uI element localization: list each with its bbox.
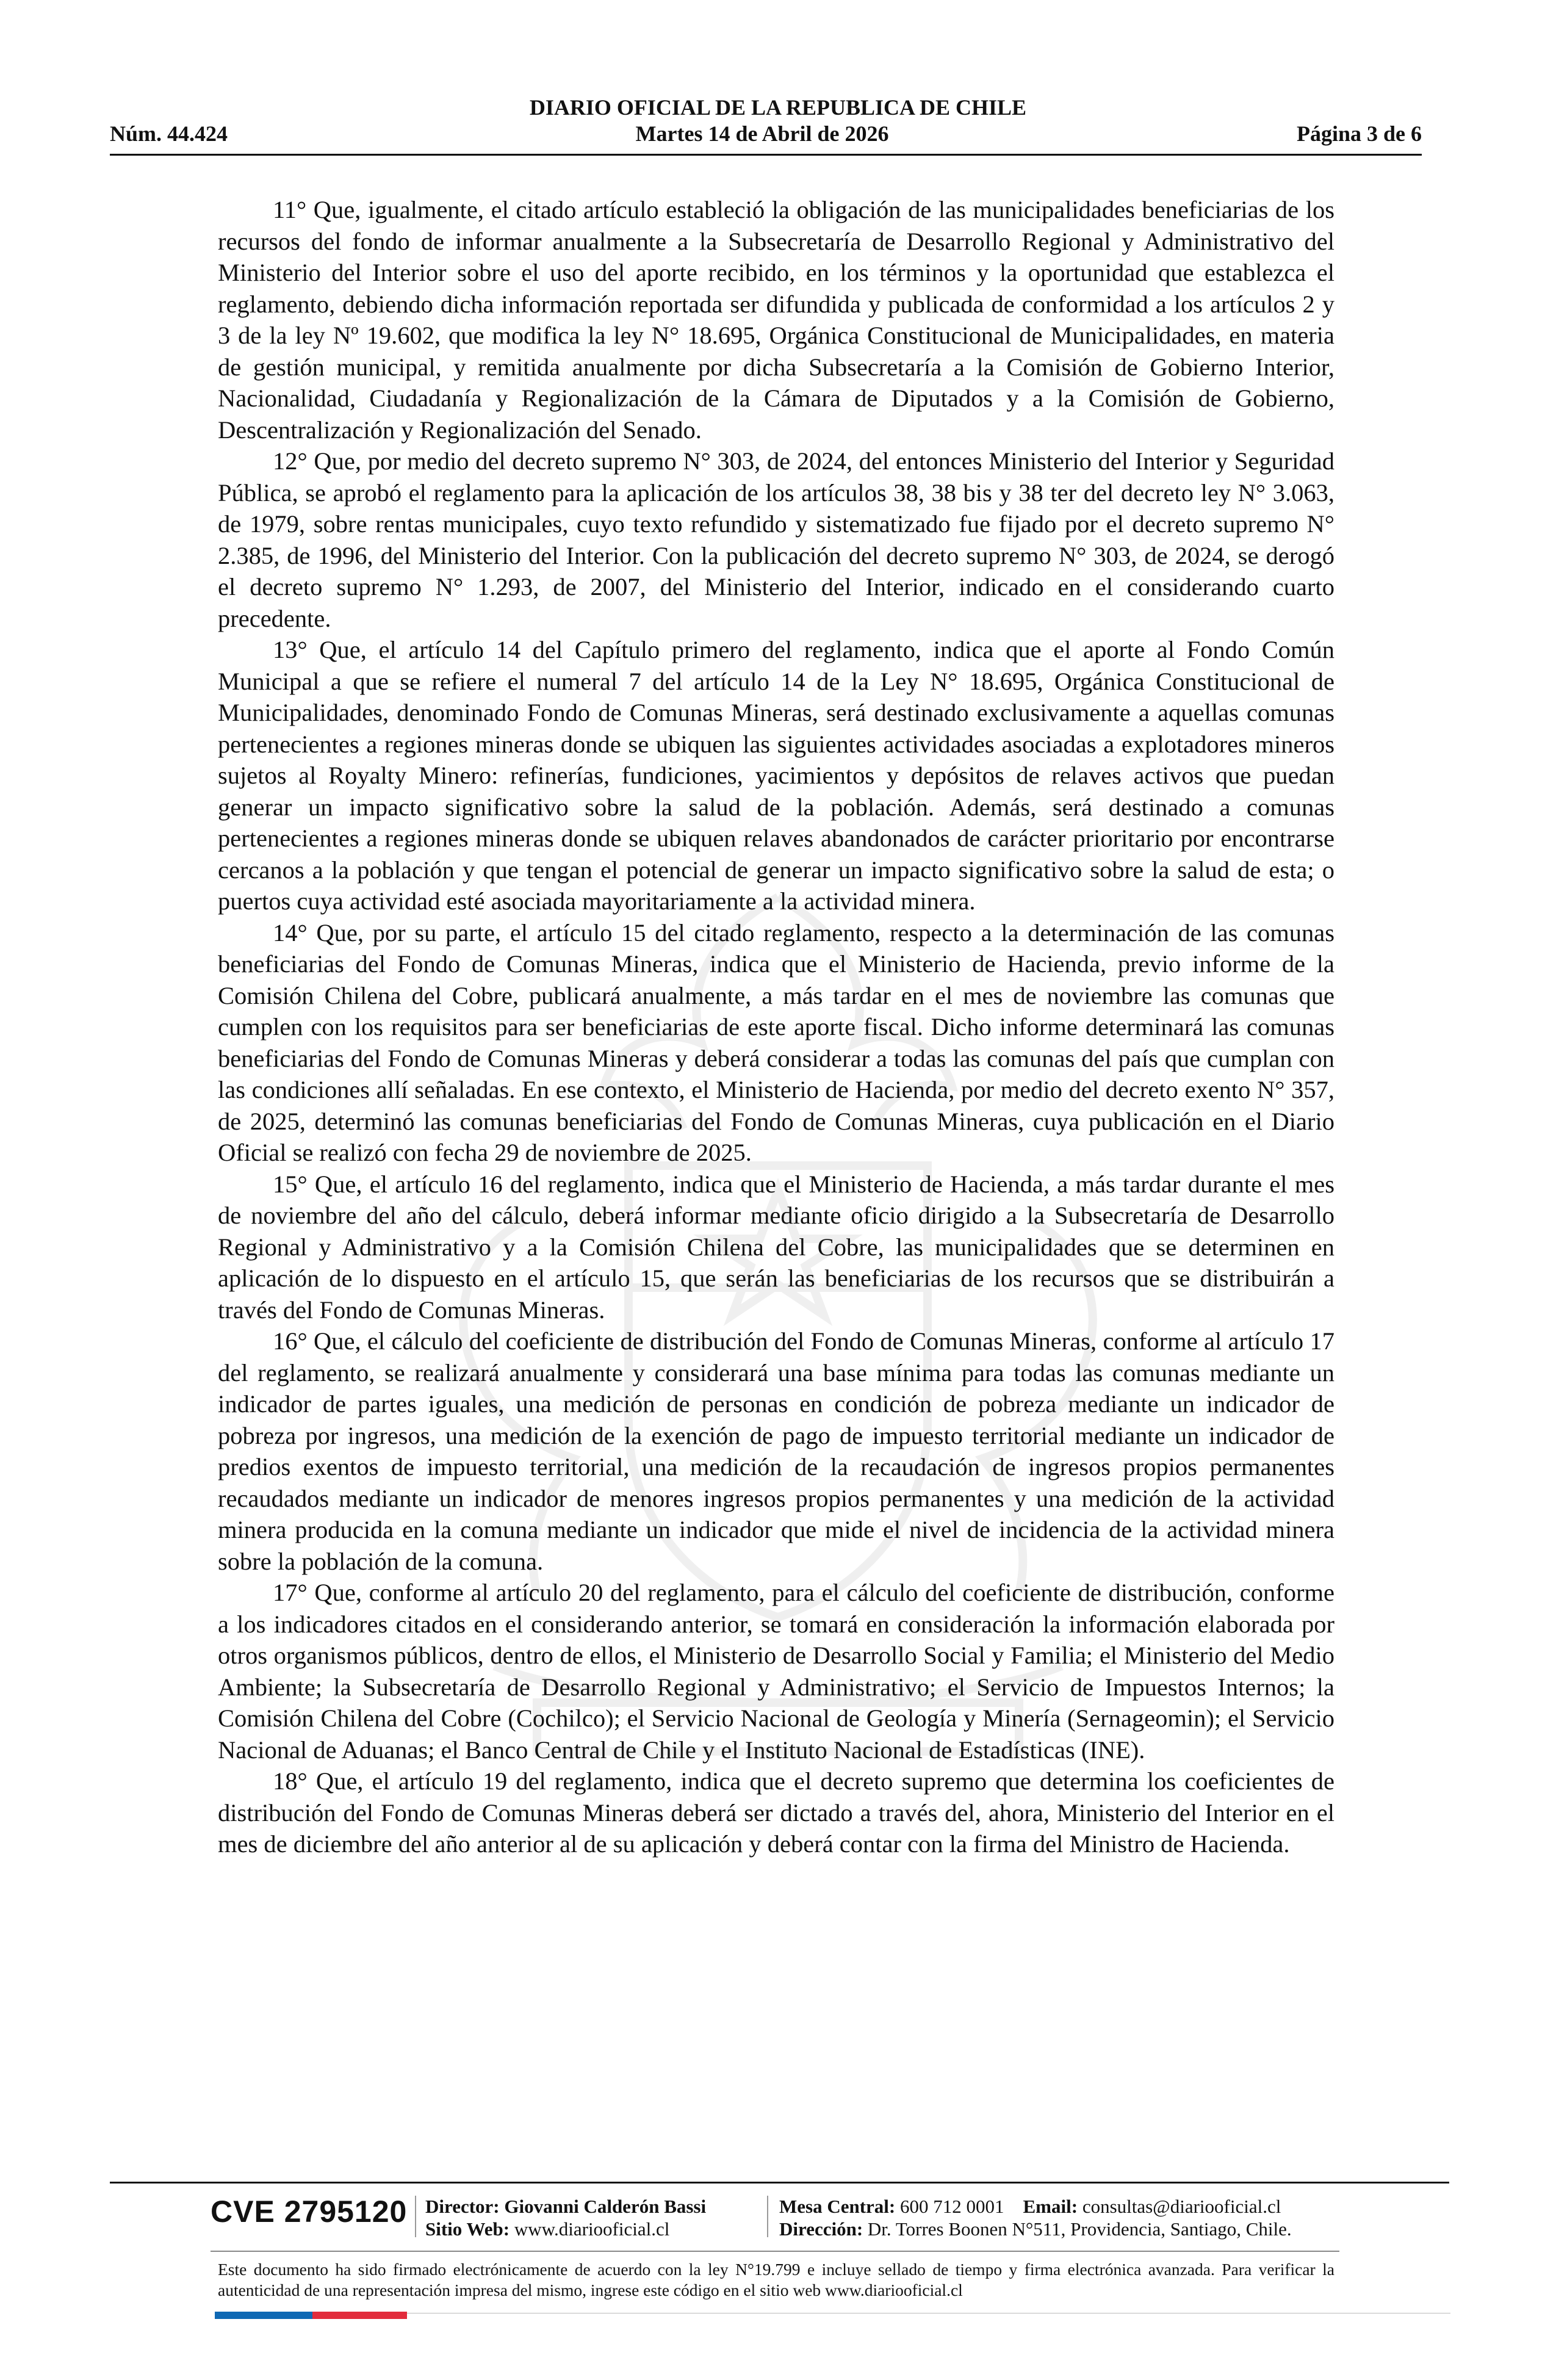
paragraph-17: 17° Que, conforme al artículo 20 del reglamento, para el cálculo del coeficiente de distribución, conforme a los indicadores citados en el considerando anterior, se tomará en consideración la información elaborada por otros organismos públicos, dentro de ellos, el Ministerio de Desarrollo Social y Familia; el Ministerio del Medio Ambiente; la Subsecretaría de Desarrollo Regional y Administrativo; el Servicio de Impuestos Internos; la Comisión Chilena del Cobre (Cochilco); el Servicio Nacional de Geología y Minería (Sernageomin); el Servicio Nacional de Aduanas; el Banco Central de Chile y el Instituto Nacional de Estadísticas (INE). — [218, 1579, 1334, 1764]
paragraph-16: 16° Que, el cálculo del coeficiente de distribución del Fondo de Comunas Mineras, conforme al artículo 17 del reglamento, se realizará anualmente y considerará una base mínima para todas las comunas mediante un indicador de partes iguales, una medición de personas en condición de pobreza mediante un indicador de pobreza por ingresos, una medición de la exención de pago de impuesto territorial mediante un indicador de predios exentos de impuesto territorial, una medición de la recaudación de ingresos propios permanentes recaudados mediante un indicador de menores ingresos propios permanentes y una medición de la actividad minera producida en la comuna mediante un indicador que mide el nivel de incidencia de la actividad minera sobre la población de la comuna. — [218, 1327, 1334, 1575]
document-body — [218, 194, 1334, 1860]
legal-notice: Este documento ha sido firmado electrónicamente de acuerdo con la ley N°19.799 e incluye sellado de tiempo y firma electrónica avanzada. Para verificar la autenticidad de una representación impresa del mismo, ingrese este código en el sitio web www.diariooficial.cl — [218, 2260, 1334, 2299]
paragraph-12: 12° Que, por medio del decreto supremo N° 303, de 2024, del entonces Ministerio del Interior y Seguridad Pública, se aprobó el reglamento para la aplicación de los artículos 38, 38 bis y 38 ter del decreto ley N° 3.063, de 1979, sobre rentas municipales, cuyo texto refundido y sistematizado fue fijado por el decreto supremo N° 2.385, de 1996, del Ministerio del Interior. Con la publicación del decreto supremo N° 303, de 2024, se derogó el decreto supremo N° 1.293, de 2007, del Ministerio del Interior, indicado en el considerando cuarto precedente. — [218, 447, 1334, 632]
issue-date: Martes 14 de Abril de 2026 — [635, 121, 889, 146]
address-line: Dirección: Dr. Torres Boonen N°511, Providencia, Santiago, Chile. — [779, 2218, 1292, 2240]
director-name: Giovanni Calderón Bassi — [504, 2196, 707, 2217]
newspaper-title: DIARIO OFICIAL DE LA REPUBLICA DE CHILE — [529, 95, 1027, 120]
paragraph-18: 18° Que, el artículo 19 del reglamento, indica que el decreto supremo que determina los coeficientes de distribución del Fondo de Comunas Mineras deberá ser dictado a través del, ahora, Ministerio del Interior en el mes de diciembre del año anterior al de su aplicación y deberá contar con la firma del Ministro de Hacienda. — [218, 1767, 1334, 1858]
flag-stripe-red — [312, 2312, 407, 2319]
issue-number: Núm. 44.424 — [110, 121, 228, 146]
footer-contact-block — [779, 2195, 1292, 2240]
phone-number: 600 712 0001 — [900, 2196, 1004, 2217]
header-row — [110, 121, 1422, 146]
footer-divider-top — [110, 2182, 1449, 2183]
paragraph-11: 11° Que, igualmente, el citado artículo estableció la obligación de las municipalidades beneficiarias de los recursos del fondo de informar anualmente a la Subsecretaría de Desarrollo Regional y Administrativo del Ministerio del Interior sobre el uso del aporte recibido, en los términos y la oportunidad que establezca el reglamento, debiendo dicha información reportada ser difundida y publicada de conformidad a los artículos 2 y 3 de la ley Nº 19.602, que modifica la ley N° 18.695, Orgánica Constitucional de Municipalidades, en materia de gestión municipal, y remitida anualmente por dicha Subsecretaría a la Comisión de Gobierno Interior, Nacionalidad, Ciudadanía y Regionalización de la Cámara de Diputados y a la Comisión de Gobierno, Descentralización y Regionalización del Senado. — [218, 196, 1334, 444]
header-divider — [110, 154, 1422, 156]
address-value: Dr. Torres Boonen N°511, Providencia, Santiago, Chile. — [867, 2218, 1292, 2240]
contact-line: Mesa Central: 600 712 0001 Email: consultas@diariooficial.cl — [779, 2196, 1281, 2217]
website-link[interactable]: www.diariooficial.cl — [514, 2218, 670, 2240]
footer-separator-1 — [415, 2196, 416, 2237]
paragraph-15: 15° Que, el artículo 16 del reglamento, indica que el Ministerio de Hacienda, a más tardar durante el mes de noviembre del año del cálculo, deberá informar mediante oficio dirigido a la Subsecretaría de Desarrollo Regional y Administrativo y a la Comisión Chilena del Cobre, las municipalidades que se determinen en aplicación de lo dispuesto en el artículo 15, que serán las beneficiarias de los recursos que se distribuirán a través del Fondo de Comunas Mineras. — [218, 1170, 1334, 1324]
flag-stripe-blue — [215, 2312, 312, 2319]
paragraph-14: 14° Que, por su parte, el artículo 15 del citado reglamento, respecto a la determinación de las comunas beneficiarias del Fondo de Comunas Mineras, indica que el Ministerio de Hacienda, previo informe de la Comisión Chilena del Cobre, publicará anualmente, a más tardar en el mes de noviembre las comunas que cumplen con los requisitos para ser beneficiarias de este aporte fiscal. Dicho informe determinará las comunas beneficiarias del Fondo de Comunas Mineras y deberá considerar a todas las comunas del país que cumplan con las condiciones allí señaladas. En ese contexto, el Ministerio de Hacienda, por medio del decreto exento N° 357, de 2025, determinó las comunas beneficiarias del Fondo de Comunas Mineras, cuya publicación en el Diario Oficial se realizó con fecha 29 de noviembre de 2025. — [218, 918, 1334, 1166]
paragraph-13: 13° Que, el artículo 14 del Capítulo primero del reglamento, indica que el aporte al Fondo Común Municipal a que se refiere el numeral 7 del artículo 14 de la Ley N° 18.695, Orgánica Constitucional de Municipalidades, denominado Fondo de Comunas Mineras, será destinado exclusivamente a aquellas comunas pertenecientes a regiones mineras donde se ubiquen las siguientes actividades asociadas a explotadores mineros sujetos al Royalty Minero: refinerías, fundiciones, yacimientos y depósitos de relaves activos que puedan generar un impacto significativo sobre la salud de la población. Además, será destinado a comunas pertenecientes a regiones mineras donde se ubiquen relaves abandonados de carácter prioritario por encontrarse cercanos a la población y que tengan el potencial de generar un impacto significativo sobre la salud de esta; o puertos cuya actividad esté asociada mayoritariamente a la actividad minera. — [218, 636, 1334, 915]
website-line: Sitio Web: www.diariooficial.cl — [425, 2218, 670, 2240]
footer-director-block — [425, 2195, 706, 2240]
footer-separator-2 — [767, 2196, 768, 2237]
footer-divider-middle — [211, 2251, 1339, 2252]
email-link[interactable]: consultas@diariooficial.cl — [1082, 2196, 1281, 2217]
page-number: Página 3 de 6 — [1296, 121, 1422, 146]
director-line: Director: Giovanni Calderón Bassi — [425, 2196, 707, 2217]
cve-code: CVE 2795120 — [211, 2194, 408, 2229]
